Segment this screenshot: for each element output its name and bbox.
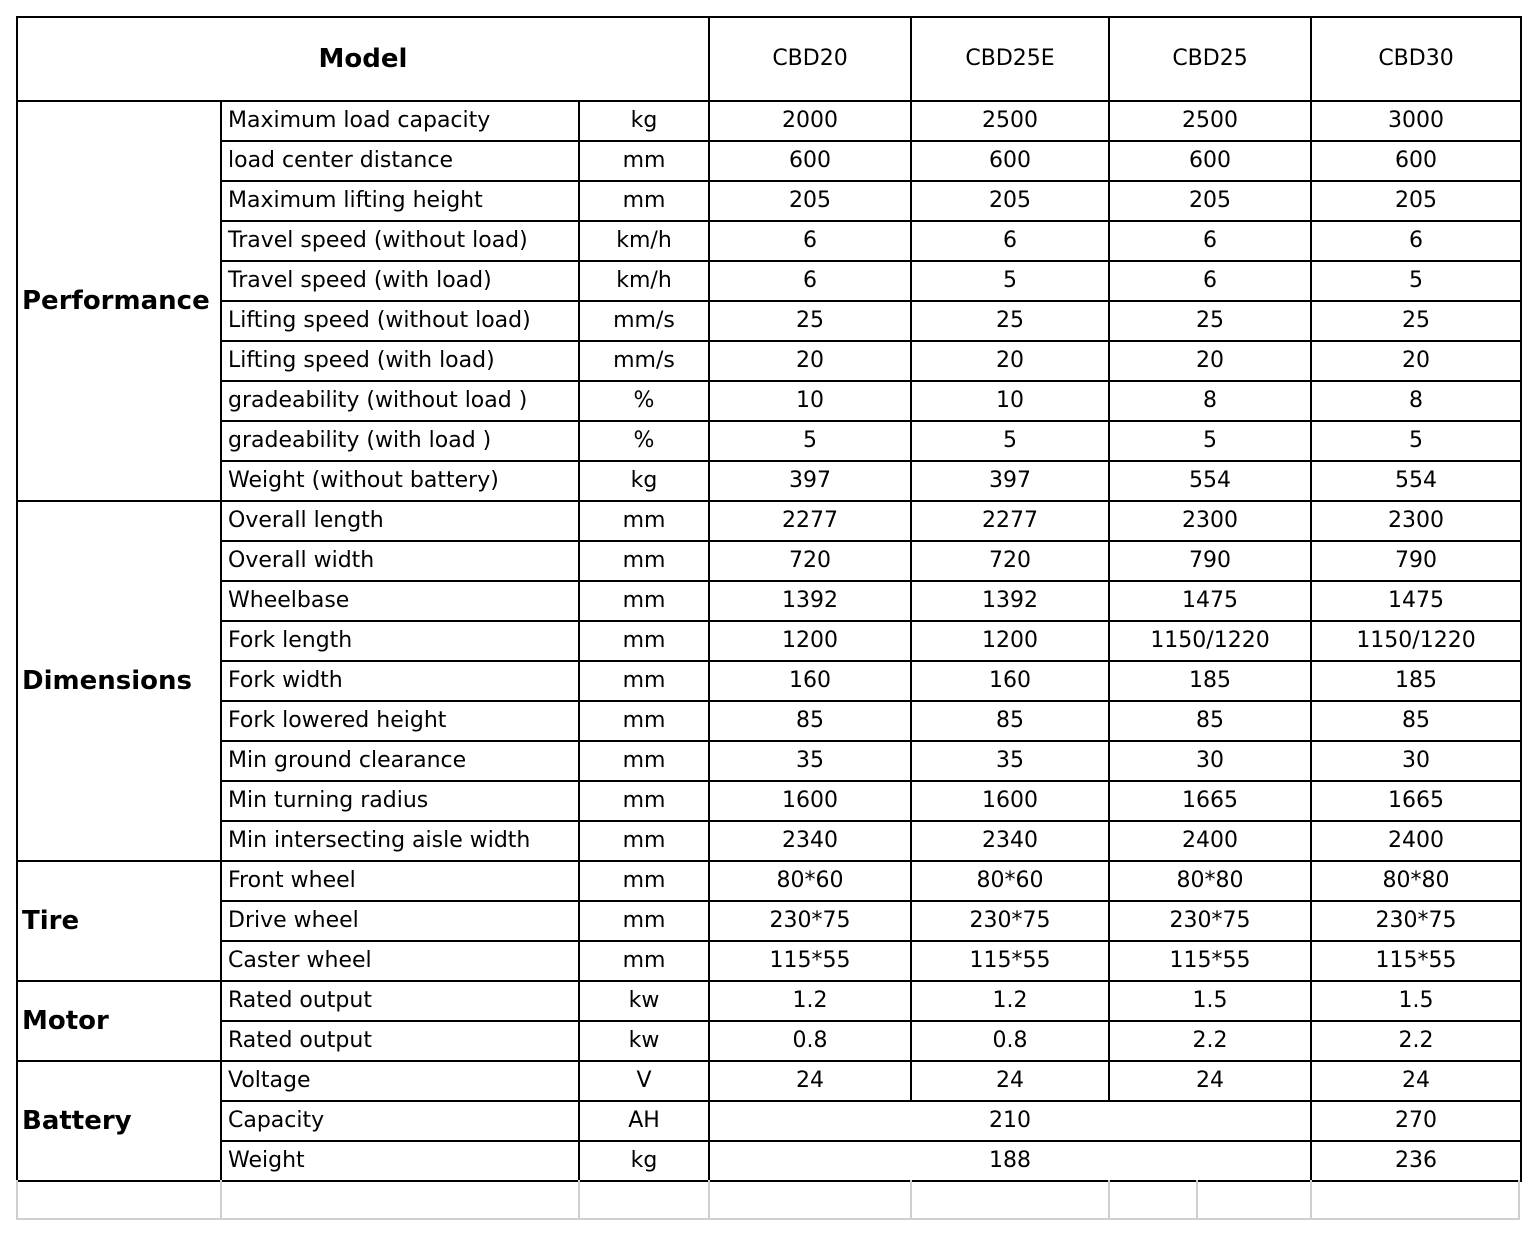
model-cbd25: CBD25 bbox=[1109, 17, 1311, 101]
value-cell: 600 bbox=[709, 141, 911, 181]
unit-cell: V bbox=[579, 1061, 709, 1101]
value-cell: 5 bbox=[709, 421, 911, 461]
value-cell: 2500 bbox=[911, 101, 1109, 141]
unit-cell: mm bbox=[579, 741, 709, 781]
value-cell: 2340 bbox=[911, 821, 1109, 861]
value-cell: 30 bbox=[1109, 741, 1311, 781]
param-name: Overall length bbox=[221, 501, 579, 541]
unit-cell: mm bbox=[579, 781, 709, 821]
param-name: Maximum load capacity bbox=[221, 101, 579, 141]
value-cell: 10 bbox=[911, 381, 1109, 421]
param-name: Min ground clearance bbox=[221, 741, 579, 781]
value-cell: 160 bbox=[709, 661, 911, 701]
value-cell: 5 bbox=[911, 261, 1109, 301]
value-cell: 1665 bbox=[1109, 781, 1311, 821]
unit-cell: mm bbox=[579, 541, 709, 581]
value-cell: 25 bbox=[1109, 301, 1311, 341]
value-cell: 1.5 bbox=[1109, 981, 1311, 1021]
value-cell: 600 bbox=[1311, 141, 1521, 181]
value-cell: 2300 bbox=[1109, 501, 1311, 541]
value-cell: 1200 bbox=[709, 621, 911, 661]
value-cell: 24 bbox=[709, 1061, 911, 1101]
value-cell: 205 bbox=[911, 181, 1109, 221]
unit-cell: mm/s bbox=[579, 301, 709, 341]
value-cell: 20 bbox=[1311, 341, 1521, 381]
unit-cell: mm bbox=[579, 621, 709, 661]
value-cell: 6 bbox=[1109, 221, 1311, 261]
group-label-tire: Tire bbox=[17, 861, 221, 981]
param-name: Maximum lifting height bbox=[221, 181, 579, 221]
value-cell: 5 bbox=[1311, 261, 1521, 301]
value-cell: 24 bbox=[1311, 1061, 1521, 1101]
value-cell: 1392 bbox=[911, 581, 1109, 621]
value-cell: 185 bbox=[1109, 661, 1311, 701]
value-cell: 1200 bbox=[911, 621, 1109, 661]
table-row bbox=[17, 141, 1521, 181]
param-name: Weight bbox=[221, 1141, 579, 1181]
value-cell: 185 bbox=[1311, 661, 1521, 701]
value-cell: 554 bbox=[1311, 461, 1521, 501]
empty-grid-row bbox=[16, 1180, 1520, 1220]
table-row bbox=[17, 461, 1521, 501]
value-cell: 5 bbox=[911, 421, 1109, 461]
param-name: Fork length bbox=[221, 621, 579, 661]
value-cell: 80*80 bbox=[1109, 861, 1311, 901]
unit-cell: mm bbox=[579, 141, 709, 181]
table-row bbox=[17, 381, 1521, 421]
value-cell: 2277 bbox=[709, 501, 911, 541]
value-cell: 1475 bbox=[1109, 581, 1311, 621]
value-cell: 230*75 bbox=[1109, 901, 1311, 941]
unit-cell: kg bbox=[579, 101, 709, 141]
unit-cell: mm bbox=[579, 941, 709, 981]
param-name: Front wheel bbox=[221, 861, 579, 901]
unit-cell: km/h bbox=[579, 261, 709, 301]
value-cell: 35 bbox=[709, 741, 911, 781]
table-row bbox=[17, 861, 1521, 901]
value-cell: 80*60 bbox=[911, 861, 1109, 901]
value-cell: 6 bbox=[911, 221, 1109, 261]
param-name: Overall width bbox=[221, 541, 579, 581]
param-name: Capacity bbox=[221, 1101, 579, 1141]
table-row bbox=[17, 101, 1521, 141]
param-name: Rated output bbox=[221, 981, 579, 1021]
value-cell: 0.8 bbox=[709, 1021, 911, 1061]
param-name: gradeability (without load ) bbox=[221, 381, 579, 421]
value-cell: 6 bbox=[709, 221, 911, 261]
value-cell: 0.8 bbox=[911, 1021, 1109, 1061]
value-cell: 6 bbox=[709, 261, 911, 301]
unit-cell: mm bbox=[579, 861, 709, 901]
table-row bbox=[17, 941, 1521, 981]
param-name: Min intersecting aisle width bbox=[221, 821, 579, 861]
spec-sheet bbox=[16, 16, 1520, 1180]
unit-cell: mm bbox=[579, 701, 709, 741]
value-cell: 205 bbox=[1109, 181, 1311, 221]
param-name: Min turning radius bbox=[221, 781, 579, 821]
value-cell: 6 bbox=[1109, 261, 1311, 301]
value-cell: 1392 bbox=[709, 581, 911, 621]
table-row bbox=[17, 1021, 1521, 1061]
value-cell: 720 bbox=[709, 541, 911, 581]
table-row bbox=[17, 341, 1521, 381]
value-cell: 2.2 bbox=[1311, 1021, 1521, 1061]
table-row bbox=[17, 741, 1521, 781]
value-cell: 5 bbox=[1311, 421, 1521, 461]
value-cell: 600 bbox=[1109, 141, 1311, 181]
value-cell: 1475 bbox=[1311, 581, 1521, 621]
unit-cell: kg bbox=[579, 461, 709, 501]
value-cell: 205 bbox=[709, 181, 911, 221]
value-cell: 600 bbox=[911, 141, 1109, 181]
value-cell: 1665 bbox=[1311, 781, 1521, 821]
table-row bbox=[17, 901, 1521, 941]
unit-cell: mm bbox=[579, 901, 709, 941]
value-cell: 6 bbox=[1311, 221, 1521, 261]
value-cell: 5 bbox=[1109, 421, 1311, 461]
param-name: Voltage bbox=[221, 1061, 579, 1101]
value-cell: 25 bbox=[709, 301, 911, 341]
unit-cell: kw bbox=[579, 981, 709, 1021]
value-cell: 270 bbox=[1311, 1101, 1521, 1141]
value-cell: 397 bbox=[911, 461, 1109, 501]
value-cell: 397 bbox=[709, 461, 911, 501]
value-cell: 720 bbox=[911, 541, 1109, 581]
value-cell: 230*75 bbox=[911, 901, 1109, 941]
value-cell: 80*80 bbox=[1311, 861, 1521, 901]
value-cell: 790 bbox=[1311, 541, 1521, 581]
unit-cell: mm/s bbox=[579, 341, 709, 381]
value-cell: 188 bbox=[709, 1141, 1311, 1181]
value-cell: 1150/1220 bbox=[1109, 621, 1311, 661]
table-row bbox=[17, 1101, 1521, 1141]
value-cell: 8 bbox=[1311, 381, 1521, 421]
table-row bbox=[17, 221, 1521, 261]
value-cell: 24 bbox=[1109, 1061, 1311, 1101]
value-cell: 1600 bbox=[911, 781, 1109, 821]
unit-cell: % bbox=[579, 381, 709, 421]
table-row bbox=[17, 661, 1521, 701]
table-row bbox=[17, 1141, 1521, 1181]
table-row bbox=[17, 821, 1521, 861]
unit-cell: mm bbox=[579, 821, 709, 861]
value-cell: 8 bbox=[1109, 381, 1311, 421]
value-cell: 205 bbox=[1311, 181, 1521, 221]
value-cell: 20 bbox=[1109, 341, 1311, 381]
value-cell: 1600 bbox=[709, 781, 911, 821]
value-cell: 85 bbox=[1311, 701, 1521, 741]
value-cell: 2340 bbox=[709, 821, 911, 861]
value-cell: 236 bbox=[1311, 1141, 1521, 1181]
unit-cell: km/h bbox=[579, 221, 709, 261]
value-cell: 2277 bbox=[911, 501, 1109, 541]
param-name: Weight (without battery) bbox=[221, 461, 579, 501]
unit-cell: mm bbox=[579, 501, 709, 541]
spec-table bbox=[16, 16, 1522, 1182]
value-cell: 160 bbox=[911, 661, 1109, 701]
value-cell: 115*55 bbox=[1311, 941, 1521, 981]
value-cell: 2400 bbox=[1109, 821, 1311, 861]
unit-cell: mm bbox=[579, 661, 709, 701]
table-row bbox=[17, 1061, 1521, 1101]
param-name: Wheelbase bbox=[221, 581, 579, 621]
value-cell: 2400 bbox=[1311, 821, 1521, 861]
table-row bbox=[17, 501, 1521, 541]
value-cell: 1150/1220 bbox=[1311, 621, 1521, 661]
table-row bbox=[17, 781, 1521, 821]
param-name: Fork width bbox=[221, 661, 579, 701]
value-cell: 115*55 bbox=[709, 941, 911, 981]
table-row bbox=[17, 421, 1521, 461]
value-cell: 85 bbox=[1109, 701, 1311, 741]
model-cbd25e: CBD25E bbox=[911, 17, 1109, 101]
param-name: Caster wheel bbox=[221, 941, 579, 981]
unit-cell: kw bbox=[579, 1021, 709, 1061]
param-name: Lifting speed (with load) bbox=[221, 341, 579, 381]
value-cell: 85 bbox=[911, 701, 1109, 741]
value-cell: 85 bbox=[709, 701, 911, 741]
value-cell: 210 bbox=[709, 1101, 1311, 1141]
unit-cell: mm bbox=[579, 581, 709, 621]
value-cell: 115*55 bbox=[911, 941, 1109, 981]
table-row bbox=[17, 581, 1521, 621]
value-cell: 2500 bbox=[1109, 101, 1311, 141]
table-row bbox=[17, 541, 1521, 581]
value-cell: 35 bbox=[911, 741, 1109, 781]
value-cell: 1.2 bbox=[911, 981, 1109, 1021]
value-cell: 25 bbox=[911, 301, 1109, 341]
value-cell: 10 bbox=[709, 381, 911, 421]
value-cell: 2.2 bbox=[1109, 1021, 1311, 1061]
value-cell: 20 bbox=[911, 341, 1109, 381]
param-name: Rated output bbox=[221, 1021, 579, 1061]
param-name: gradeability (with load ) bbox=[221, 421, 579, 461]
value-cell: 2000 bbox=[709, 101, 911, 141]
table-row bbox=[17, 261, 1521, 301]
value-cell: 1.5 bbox=[1311, 981, 1521, 1021]
table-row bbox=[17, 621, 1521, 661]
param-name: Travel speed (without load) bbox=[221, 221, 579, 261]
value-cell: 24 bbox=[911, 1061, 1109, 1101]
group-label-dimensions: Dimensions bbox=[17, 501, 221, 861]
value-cell: 554 bbox=[1109, 461, 1311, 501]
table-row bbox=[17, 181, 1521, 221]
header-row bbox=[17, 17, 1521, 101]
param-name: Drive wheel bbox=[221, 901, 579, 941]
value-cell: 1.2 bbox=[709, 981, 911, 1021]
param-name: Fork lowered height bbox=[221, 701, 579, 741]
unit-cell: kg bbox=[579, 1141, 709, 1181]
value-cell: 790 bbox=[1109, 541, 1311, 581]
unit-cell: % bbox=[579, 421, 709, 461]
unit-cell: mm bbox=[579, 181, 709, 221]
value-cell: 80*60 bbox=[709, 861, 911, 901]
table-row bbox=[17, 981, 1521, 1021]
value-cell: 30 bbox=[1311, 741, 1521, 781]
table-row bbox=[17, 701, 1521, 741]
model-cbd20: CBD20 bbox=[709, 17, 911, 101]
group-label-battery: Battery bbox=[17, 1061, 221, 1181]
value-cell: 3000 bbox=[1311, 101, 1521, 141]
param-name: load center distance bbox=[221, 141, 579, 181]
value-cell: 25 bbox=[1311, 301, 1521, 341]
model-label: Model bbox=[17, 17, 709, 101]
param-name: Travel speed (with load) bbox=[221, 261, 579, 301]
unit-cell: AH bbox=[579, 1101, 709, 1141]
param-name: Lifting speed (without load) bbox=[221, 301, 579, 341]
model-cbd30: CBD30 bbox=[1311, 17, 1521, 101]
group-label-performance: Performance bbox=[17, 101, 221, 501]
group-label-motor: Motor bbox=[17, 981, 221, 1061]
value-cell: 115*55 bbox=[1109, 941, 1311, 981]
value-cell: 20 bbox=[709, 341, 911, 381]
table-row bbox=[17, 301, 1521, 341]
value-cell: 230*75 bbox=[1311, 901, 1521, 941]
value-cell: 2300 bbox=[1311, 501, 1521, 541]
value-cell: 230*75 bbox=[709, 901, 911, 941]
